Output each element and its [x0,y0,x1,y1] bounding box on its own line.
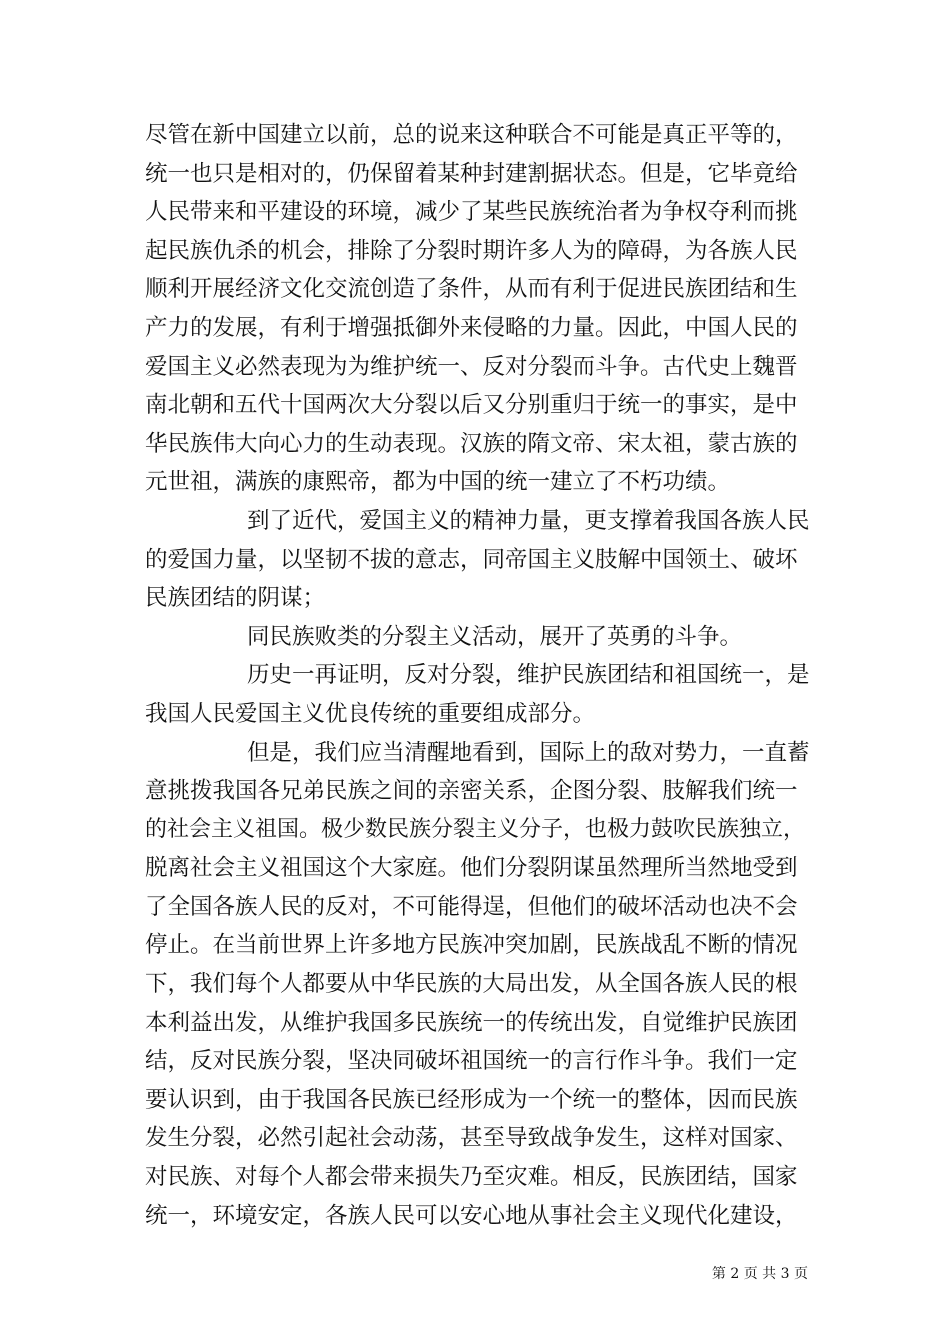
text-line: 停止。在当前世界上许多地方民族冲突加剧，民族战乱不断的情况 [145,932,798,959]
text-line: 顺利开展经济文化交流创造了条件，从而有利于促进民族团结和生 [145,276,798,303]
text-line: 华民族伟大向心力的生动表现。汉族的隋文帝、宋太祖，蒙古族的 [145,430,798,457]
text-line: 统一也只是相对的，仍保留着某种封建割据状态。但是，它毕竟给 [145,160,798,187]
text-line: 本利益出发，从维护我国多民族统一的传统出发，自觉维护民族团 [145,1009,798,1036]
text-line: 产力的发展，有利于增强抵御外来侵略的力量。因此，中国人民的 [145,314,798,341]
text-line: 尽管在新中国建立以前，总的说来这种联合不可能是真正平等的， [145,122,798,148]
text-line: 要认识到，由于我国各民族已经形成为一个统一的整体，因而民族 [145,1086,798,1113]
text-line: 人民带来和平建设的环境，减少了某些民族统治者为争权夺利而挑 [145,199,798,226]
text-line: 发生分裂，必然引起社会动荡，甚至导致战争发生，这样对国家、 [145,1125,798,1152]
text-line: 到了近代，爱国主义的精神力量，更支撑着我国各族人民 [247,507,810,534]
text-line: 民族团结的阴谋； [145,585,326,612]
text-line: 了全国各族人民的反对，不可能得逞，但他们的破坏活动也决不会 [145,893,798,920]
text-line: 南北朝和五代十国两次大分裂以后又分别重归于统一的事实，是中 [145,392,798,419]
text-line: 脱离社会主义祖国这个大家庭。他们分裂阴谋虽然理所当然地受到 [145,855,798,882]
body-text [145,116,811,1235]
text-line: 统一，环境安定，各族人民可以安心地从事社会主义现代化建设， [145,1202,798,1229]
text-line: 元世祖，满族的康熙帝，都为中国的统一建立了不朽功绩。 [145,469,731,496]
text-line: 起民族仇杀的机会，排除了分裂时期许多人为的障碍，为各族人民 [145,237,798,264]
text-line: 对民族、对每个人都会带来损失乃至灾难。相反，民族团结，国家 [145,1164,798,1191]
text-line: 下，我们每个人都要从中华民族的大局出发，从全国各族人民的根 [145,971,798,998]
text-line: 但是，我们应当清醒地看到，国际上的敌对势力，一直蓄 [247,739,810,766]
text-line: 历史一再证明，反对分裂，维护民族团结和祖国统一，是 [247,662,810,689]
text-line: 的社会主义祖国。极少数民族分裂主义分子，也极力鼓吹民族独立， [145,816,806,842]
text-line: 结，反对民族分裂，坚决同破坏祖国统一的言行作斗争。我们一定 [145,1048,798,1075]
page-footer: 第 2 页 共 3 页 [711,1266,808,1282]
text-line: 我国人民爱国主义优良传统的重要组成部分。 [145,700,596,727]
text-line: 意挑拨我国各兄弟民族之间的亲密关系，企图分裂、肢解我们统一 [145,778,798,805]
text-line: 爱国主义必然表现为为维护统一、反对分裂而斗争。古代史上魏晋 [145,353,798,380]
text-line: 同民族败类的分裂主义活动，展开了英勇的斗争。 [247,623,743,650]
text-line: 的爱国力量，以坚韧不拔的意志，同帝国主义肢解中国领土、破坏 [145,546,798,573]
